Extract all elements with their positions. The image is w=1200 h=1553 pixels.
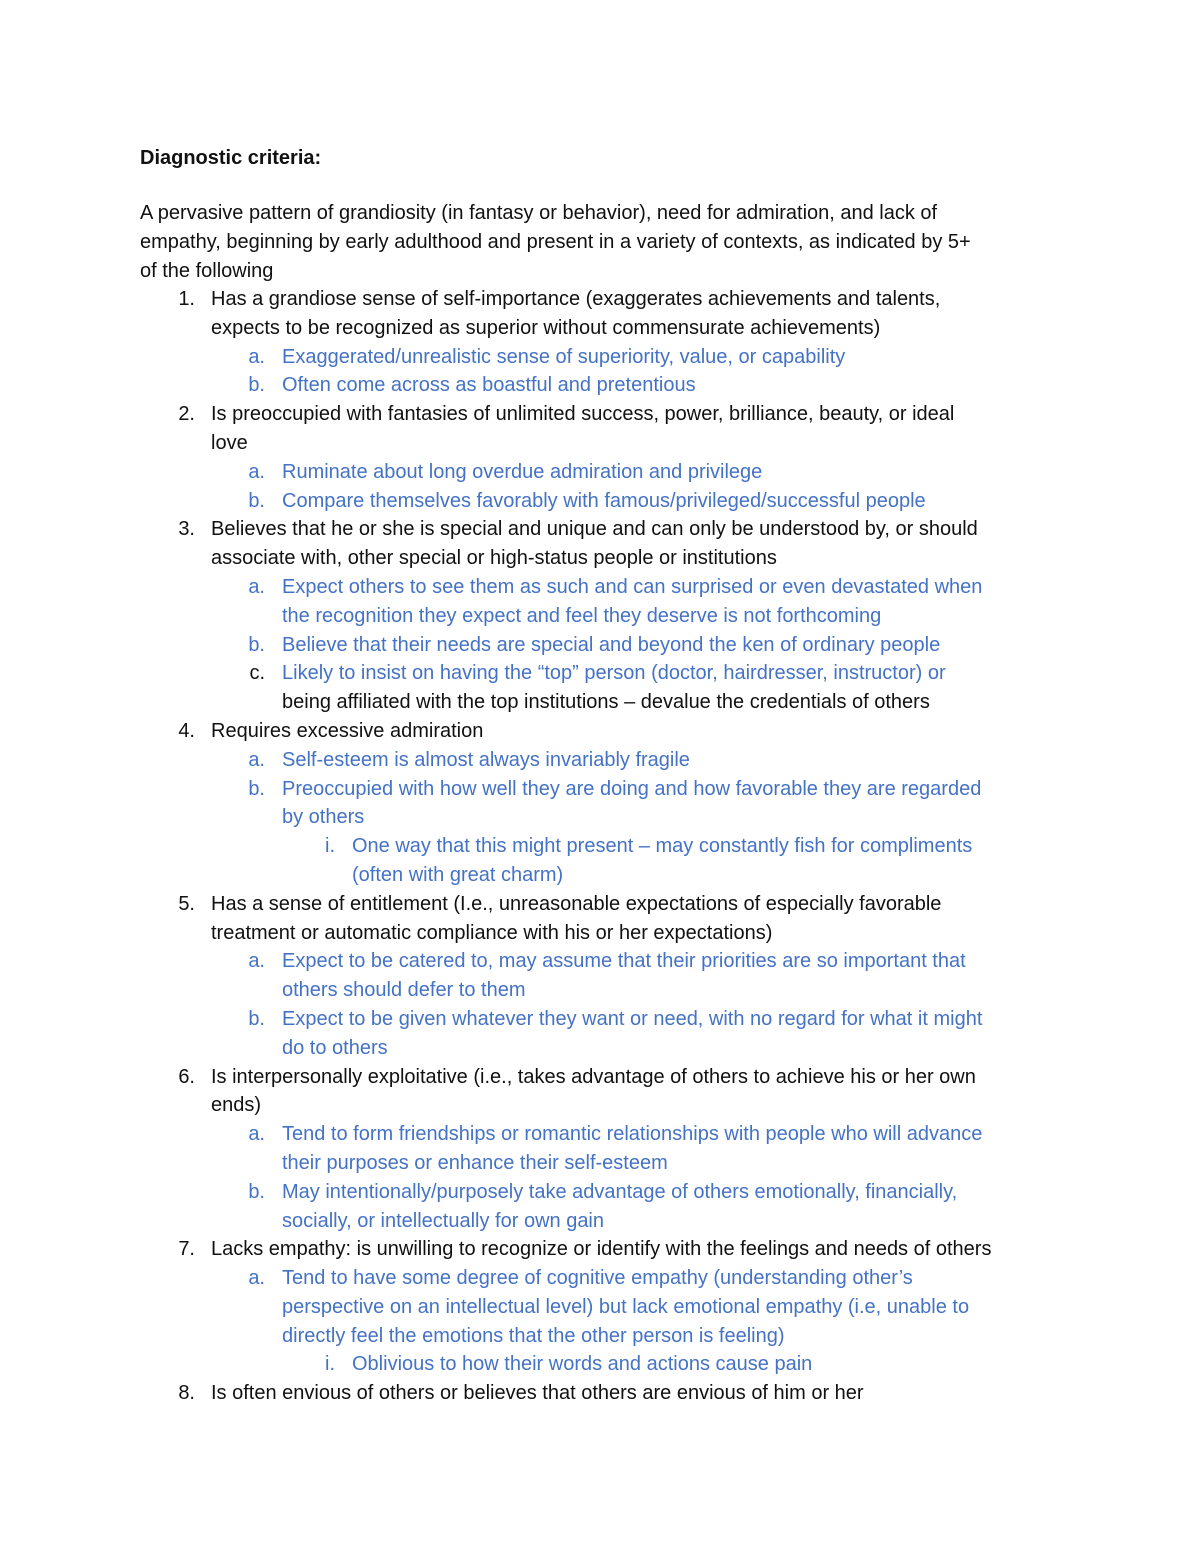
list-marker: 5. (178, 892, 195, 915)
list-item (0, 400, 1200, 429)
list-item-text: socially, or intellectually for own gain (282, 1209, 605, 1232)
list-item-text: their purposes or enhance their self-esteem (282, 1151, 668, 1174)
list-marker: a. (248, 460, 265, 483)
list-item-text: Compare themselves favorably with famous/privileged/successful people (282, 489, 926, 512)
list-item (0, 631, 1200, 660)
list-marker: b. (248, 633, 265, 656)
list-marker: a. (248, 1123, 265, 1146)
list-marker: a. (248, 950, 265, 973)
list-marker: b. (248, 1007, 265, 1030)
intro-line: of the following (140, 259, 274, 282)
list-item (0, 1063, 1200, 1092)
list-item (0, 602, 1200, 631)
list-item (0, 1235, 1200, 1264)
list-item (0, 1120, 1200, 1149)
list-item-text: May intentionally/purposely take advantage of others emotionally, financially, (282, 1180, 958, 1203)
list-item-text: Tend to have some degree of cognitive empathy (understanding other’s (282, 1267, 913, 1290)
list-marker: a. (248, 345, 265, 368)
list-marker: b. (248, 374, 265, 397)
intro-paragraph (140, 199, 1060, 285)
list-item-text: expects to be recognized as superior without commensurate achievements) (211, 316, 881, 339)
list-item-text: ends) (211, 1094, 262, 1117)
list-item (0, 343, 1200, 372)
list-item-text: (often with great charm) (352, 863, 564, 886)
list-item-text: Expect others to see them as such and can surprised or even devastated when (282, 575, 983, 598)
list-item-text: Requires excessive admiration (211, 719, 484, 742)
list-item (0, 487, 1200, 516)
list-item (0, 1178, 1200, 1207)
intro-line: empathy, beginning by early adulthood and present in a variety of contexts, as indicated by 5+ (140, 230, 971, 253)
page-title: Diagnostic criteria: (140, 147, 322, 169)
list-item (0, 775, 1200, 804)
list-item-text: Is interpersonally exploitative (i.e., takes advantage of others to achieve his or her own (211, 1065, 976, 1088)
list-item-text: being affiliated with the top institutions – devalue the credentials of others (282, 691, 930, 714)
list-item (0, 1293, 1200, 1322)
list-item (0, 314, 1200, 343)
list-item-text: Has a grandiose sense of self-importance (exaggerates achievements and talents, (211, 288, 941, 310)
list-item (0, 515, 1200, 544)
list-item-text: Believes that he or she is special and unique and can only be understood by, or should (211, 518, 978, 541)
list-item (0, 803, 1200, 832)
criteria-list (0, 285, 1200, 1408)
list-marker: 3. (178, 518, 195, 541)
list-item-text: the recognition they expect and feel they deserve is not forthcoming (282, 604, 882, 627)
list-item (0, 1005, 1200, 1034)
list-item-text: Ruminate about long overdue admiration and privilege (282, 460, 763, 483)
list-item (0, 544, 1200, 573)
list-item (0, 919, 1200, 948)
list-item-text: others should defer to them (282, 979, 526, 1002)
list-item (0, 861, 1200, 890)
list-marker: 1. (178, 288, 195, 310)
list-marker: 7. (178, 1238, 195, 1261)
list-item-text: Preoccupied with how well they are doing and how favorable they are regarded (282, 777, 982, 800)
list-marker: b. (248, 1180, 265, 1203)
list-item-text: One way that this might present – may constantly fish for compliments (352, 835, 973, 858)
list-marker: 4. (178, 719, 195, 742)
list-item-text: associate with, other special or high-status people or institutions (211, 547, 777, 570)
list-item (0, 371, 1200, 400)
list-item (0, 458, 1200, 487)
list-item-text: treatment or automatic compliance with his or her expectations) (211, 921, 773, 944)
list-item (0, 429, 1200, 458)
list-item (0, 1034, 1200, 1063)
list-marker: a. (248, 575, 265, 598)
list-item (0, 1091, 1200, 1120)
list-marker: a. (248, 748, 265, 771)
list-marker: b. (248, 777, 265, 800)
list-item (0, 947, 1200, 976)
list-item-text: do to others (282, 1036, 388, 1059)
list-item (0, 285, 1200, 314)
list-item (0, 717, 1200, 746)
list-marker: 6. (178, 1065, 195, 1088)
list-item-text: directly feel the emotions that the other person is feeling) (282, 1324, 785, 1347)
list-item-text: perspective on an intellectual level) but lack emotional empathy (i.e, unable to (282, 1295, 970, 1318)
list-item (0, 890, 1200, 919)
list-item (0, 746, 1200, 775)
list-item-text: Is preoccupied with fantasies of unlimited success, power, brilliance, beauty, or ideal (211, 403, 955, 426)
list-marker: i. (325, 1353, 335, 1376)
list-item (0, 688, 1200, 717)
list-item-text: Expect to be given whatever they want or need, with no regard for what it might (282, 1007, 983, 1030)
list-item (0, 976, 1200, 1005)
list-item-text: Believe that their needs are special and beyond the ken of ordinary people (282, 633, 941, 656)
list-marker: i. (325, 835, 335, 858)
list-item (0, 1379, 1200, 1408)
list-marker: a. (248, 1267, 265, 1290)
list-marker: b. (248, 489, 265, 512)
list-item (0, 1207, 1200, 1236)
list-item-text: Lacks empathy: is unwilling to recognize or identify with the feelings and needs of others (211, 1238, 992, 1261)
list-item (0, 1264, 1200, 1293)
list-item-text: Often come across as boastful and pretentious (282, 374, 696, 397)
list-item-text: Likely to insist on having the “top” person (doctor, hairdresser, instructor) or (282, 662, 946, 685)
intro-line: A pervasive pattern of grandiosity (in fantasy or behavior), need for admiration, and lack of (140, 202, 938, 224)
list-item (0, 1322, 1200, 1351)
list-item-text: Has a sense of entitlement (I.e., unreasonable expectations of especially favorable (211, 892, 942, 915)
list-item-text: Is often envious of others or believes that others are envious of him or her (211, 1382, 864, 1405)
list-item-text: love (211, 431, 248, 454)
list-item (0, 1149, 1200, 1178)
list-item-text: by others (282, 806, 365, 829)
list-item (0, 573, 1200, 602)
list-item-text: Expect to be catered to, may assume that their priorities are so important that (282, 950, 966, 973)
list-item-text: Exaggerated/unrealistic sense of superiority, value, or capability (282, 345, 846, 368)
list-item (0, 832, 1200, 861)
list-marker: 8. (178, 1382, 195, 1405)
list-item (0, 1350, 1200, 1379)
list-item (0, 659, 1200, 688)
list-item-text: Self-esteem is almost always invariably fragile (282, 748, 690, 771)
list-marker: c. (249, 662, 265, 685)
list-marker: 2. (178, 403, 195, 426)
list-item-text: Oblivious to how their words and actions cause pain (352, 1353, 813, 1376)
list-item-text: Tend to form friendships or romantic relationships with people who will advance (282, 1123, 983, 1146)
